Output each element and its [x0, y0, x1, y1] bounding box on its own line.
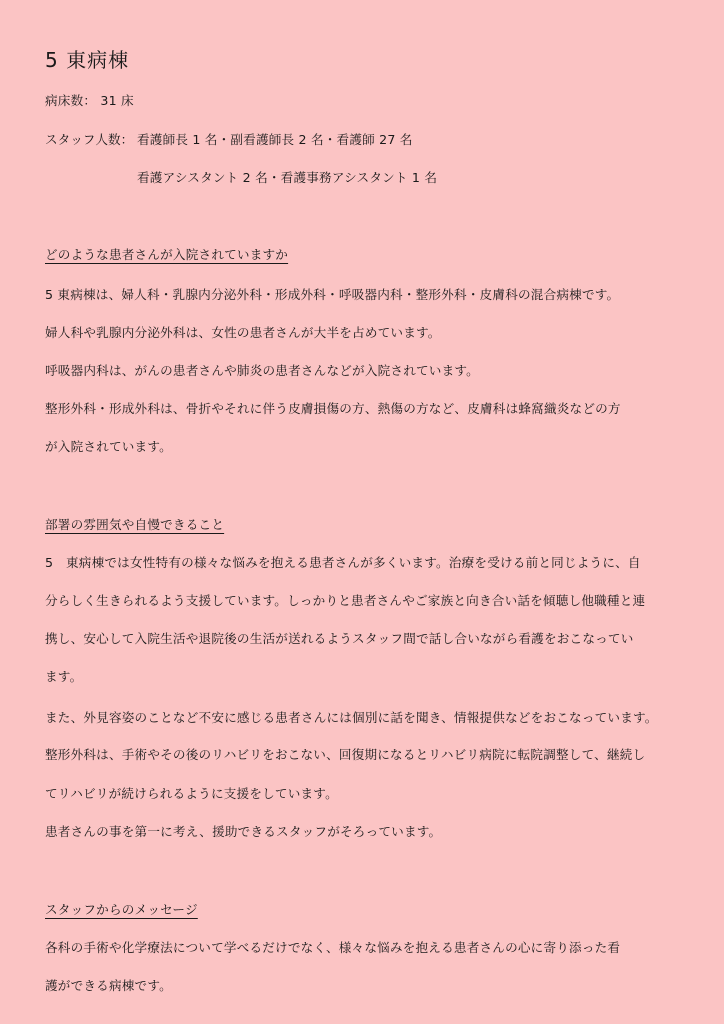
- staff-line-1: 看護師長 1 名・副看護師長 2 名・看護師 27 名: [137, 132, 413, 147]
- bed-count: 病床数： 31 床: [45, 93, 134, 108]
- paragraph-line: てリハビリが続けられるように支援をしています。: [45, 786, 338, 801]
- paragraph-line: 呼吸器内科は、がんの患者さんや肺炎の患者さんなどが入院されています。: [45, 363, 479, 378]
- paragraph-line: が入院されています。: [45, 439, 172, 454]
- paragraph-line: 各科の手術や化学療法について学べるだけでなく、様々な悩みを抱える患者さんの心に寄り添った看: [45, 940, 621, 955]
- section-heading-atmosphere: 部署の雰囲気や自慢できること: [45, 517, 225, 532]
- paragraph-line: また、外見容姿のことなど不安に感じる患者さんには個別に話を聞き、情報提供などをおこなっています。: [45, 710, 658, 725]
- paragraph-line: 婦人科や乳腺内分泌外科は、女性の患者さんが大半を占めています。: [45, 325, 441, 340]
- section-heading-staff-message: スタッフからのメッセージ: [45, 902, 198, 917]
- paragraph-line: 整形外科は、手術やその後のリハビリをおこない、回復期になるとリハビリ病院に転院調整して、継続し: [45, 747, 646, 762]
- paragraph-line: 5 東病棟は、婦人科・乳腺内分泌外科・形成外科・呼吸器内科・整形外科・皮膚科の混合病棟です。: [45, 287, 620, 302]
- paragraph-line: 携し、安心して入院生活や退院後の生活が送れるようスタッフ間で話し合いながら看護をおこなってい: [45, 631, 634, 646]
- paragraph-line: 患者さんの事を第一に考え、援助できるスタッフがそろっています。: [45, 824, 442, 839]
- staff-line-2: 看護アシスタント 2 名・看護事務アシスタント 1 名: [137, 170, 438, 185]
- page-title: 5 東病棟: [45, 48, 130, 72]
- paragraph-line: 5 東病棟では女性特有の様々な悩みを抱える患者さんが多くいます。治療を受ける前と同じように、自: [45, 555, 641, 570]
- staff-count-label: スタッフ人数：: [45, 132, 134, 147]
- paragraph-line: ます。: [45, 669, 83, 684]
- section-heading-patients: どのような患者さんが入院されていますか: [45, 247, 289, 262]
- paragraph-line: 整形外科・形成外科は、骨折やそれに伴う皮膚損傷の方、熱傷の方など、皮膚科は蜂窩織炎などの方: [45, 401, 621, 416]
- paragraph-line: 護ができる病棟です。: [45, 978, 172, 993]
- paragraph-line: 分らしく生きられるよう支援しています。しっかりと患者さんやご家族と向き合い話を傾聴し他職種と連: [45, 593, 646, 608]
